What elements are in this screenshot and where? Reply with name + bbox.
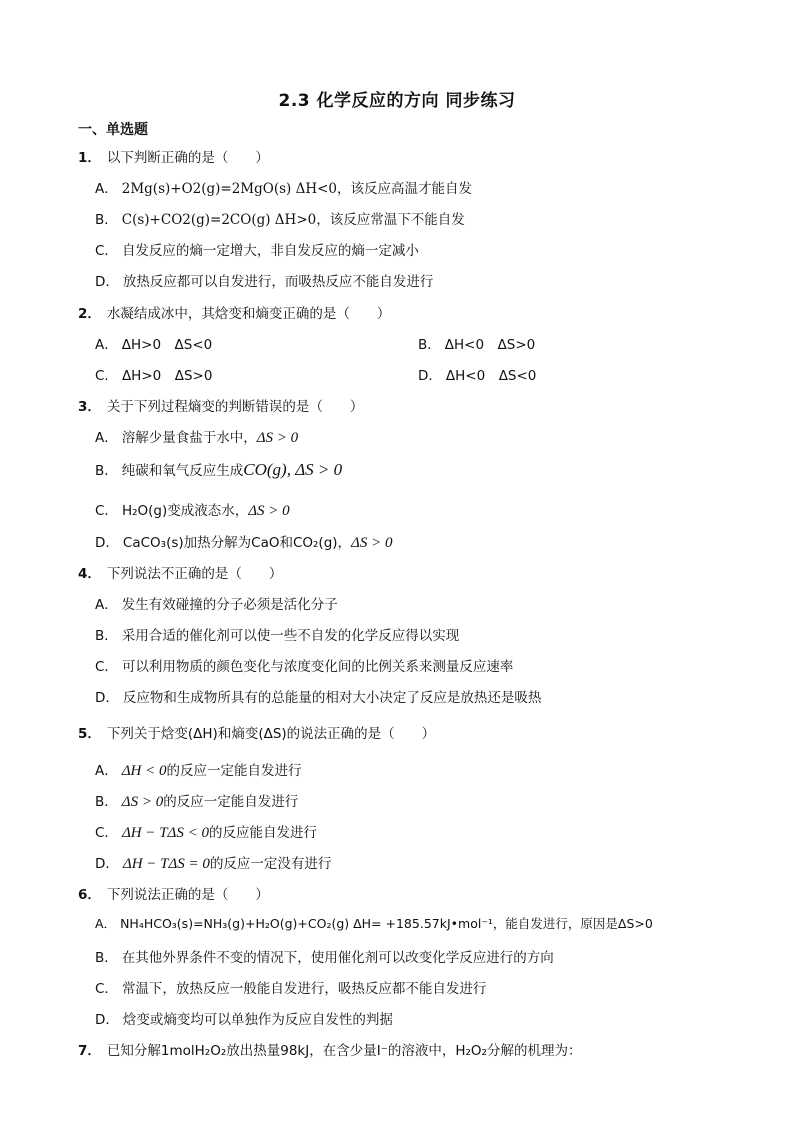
math-formula: ΔS > 0 (351, 535, 393, 551)
math-formula: ΔS > 0 (248, 503, 290, 519)
question-text: 以下判断正确的是（ ） (106, 150, 269, 166)
q3-option-c: C． H₂O(g)变成液态水，ΔS > 0 (95, 503, 290, 519)
q1-option-c: C． 自发反应的熵一定增大，非自发反应的熵一定减小 (95, 243, 419, 259)
q6-option-a: A． NH₄HCO₃(s)=NH₃(g)+H₂O(g)+CO₂(g) ΔH= +185.57kJ•mol⁻¹，能自发进行，原因是ΔS>0 (95, 916, 653, 931)
q5-option-a: A． ΔH < 0的反应一定能自发进行 (95, 763, 302, 779)
question-number: 2． (78, 306, 101, 322)
math-formula: ΔS > 0 (256, 430, 299, 446)
question-number: 1． (78, 150, 101, 166)
q2-option-b: B． ΔH<0 ΔS>0 (418, 337, 536, 353)
question-text: 下列关于焓变(ΔH)和熵变(ΔS)的说法正确的是（ ） (106, 726, 436, 742)
q5-option-c: C． ΔH − TΔS < 0的反应能自发进行 (95, 825, 317, 841)
q4-option-a: A． 发生有效碰撞的分子必须是活化分子 (95, 597, 338, 613)
question-7 (78, 1039, 581, 1059)
q4-option-c: C． 可以利用物质的颜色变化与浓度变化间的比例关系来测量反应速率 (95, 659, 514, 675)
q4-option-d: D． 反应物和生成物所具有的总能量的相对大小决定了反应是放热还是吸热 (95, 690, 542, 706)
q2-option-a: A． ΔH>0 ΔS<0 (95, 337, 213, 353)
question-4 (78, 562, 282, 582)
question-number: 3． (78, 399, 101, 415)
q1-option-a: A． 2Mg(s)+O2(g)=2MgO(s) ΔH<0，该反应高温才能自发 (95, 181, 473, 197)
q6-option-d: D． 焓变或熵变均可以单独作为反应自发性的判据 (95, 1012, 393, 1028)
question-3 (78, 395, 363, 415)
q5-option-b: B． ΔS > 0的反应一定能自发进行 (95, 794, 299, 810)
page-title: 2.3 化学反应的方向 同步练习 (278, 91, 516, 111)
q6-option-b: B． 在其他外界条件不变的情况下，使用催化剂可以改变化学反应进行的方向 (95, 950, 554, 966)
question-6 (78, 883, 269, 903)
q2-option-d: D． ΔH<0 ΔS<0 (418, 368, 537, 384)
question-text: 下列说法不正确的是（ ） (106, 566, 283, 582)
q5-option-d: D． ΔH − TΔS = 0的反应一定没有进行 (95, 856, 332, 872)
question-text: 已知分解1molH₂O₂放出热量98kJ，在含少量I⁻的溶液中，H₂O₂分解的机理为： (106, 1043, 582, 1059)
math-formula: CO(g), ΔS > 0 (243, 460, 343, 479)
question-2 (78, 302, 390, 322)
question-number: 4． (78, 566, 101, 582)
math-formula: ΔS > 0 (121, 794, 164, 810)
question-number: 5． (78, 726, 101, 742)
q6-option-c: C． 常温下，放热反应一般能自发进行，吸热反应都不能自发进行 (95, 981, 487, 997)
question-number: 7． (78, 1043, 101, 1059)
question-text: 水凝结成冰中，其焓变和熵变正确的是（ ） (106, 306, 391, 322)
math-formula: ΔH − TΔS = 0 (122, 856, 210, 872)
question-number: 6． (78, 887, 101, 903)
q4-option-b: B． 采用合适的催化剂可以使一些不自发的化学反应得以实现 (95, 628, 460, 644)
q3-option-b: B． 纯碳和氧气反应生成CO(g), ΔS > 0 (95, 460, 343, 479)
q1-option-b: B． C(s)+CO2(g)=2CO(g) ΔH>0，该反应常温下不能自发 (95, 212, 465, 228)
question-text: 关于下列过程熵变的判断错误的是（ ） (106, 399, 364, 415)
q3-option-d: D． CaCO₃(s)加热分解为CaO和CO₂(g)，ΔS > 0 (95, 535, 393, 551)
question-1 (78, 146, 269, 166)
q3-option-a: A． 溶解少量食盐于水中，ΔS > 0 (95, 430, 299, 446)
section-heading: 一、单选题 (78, 122, 148, 138)
question-5 (78, 722, 435, 742)
q1-option-d: D． 放热反应都可以自发进行，而吸热反应不能自发进行 (95, 274, 434, 290)
math-formula: ΔH < 0 (121, 763, 167, 779)
math-formula: ΔH − TΔS < 0 (121, 825, 209, 841)
question-text: 下列说法正确的是（ ） (106, 887, 269, 903)
q2-option-c: C． ΔH>0 ΔS>0 (95, 368, 213, 384)
